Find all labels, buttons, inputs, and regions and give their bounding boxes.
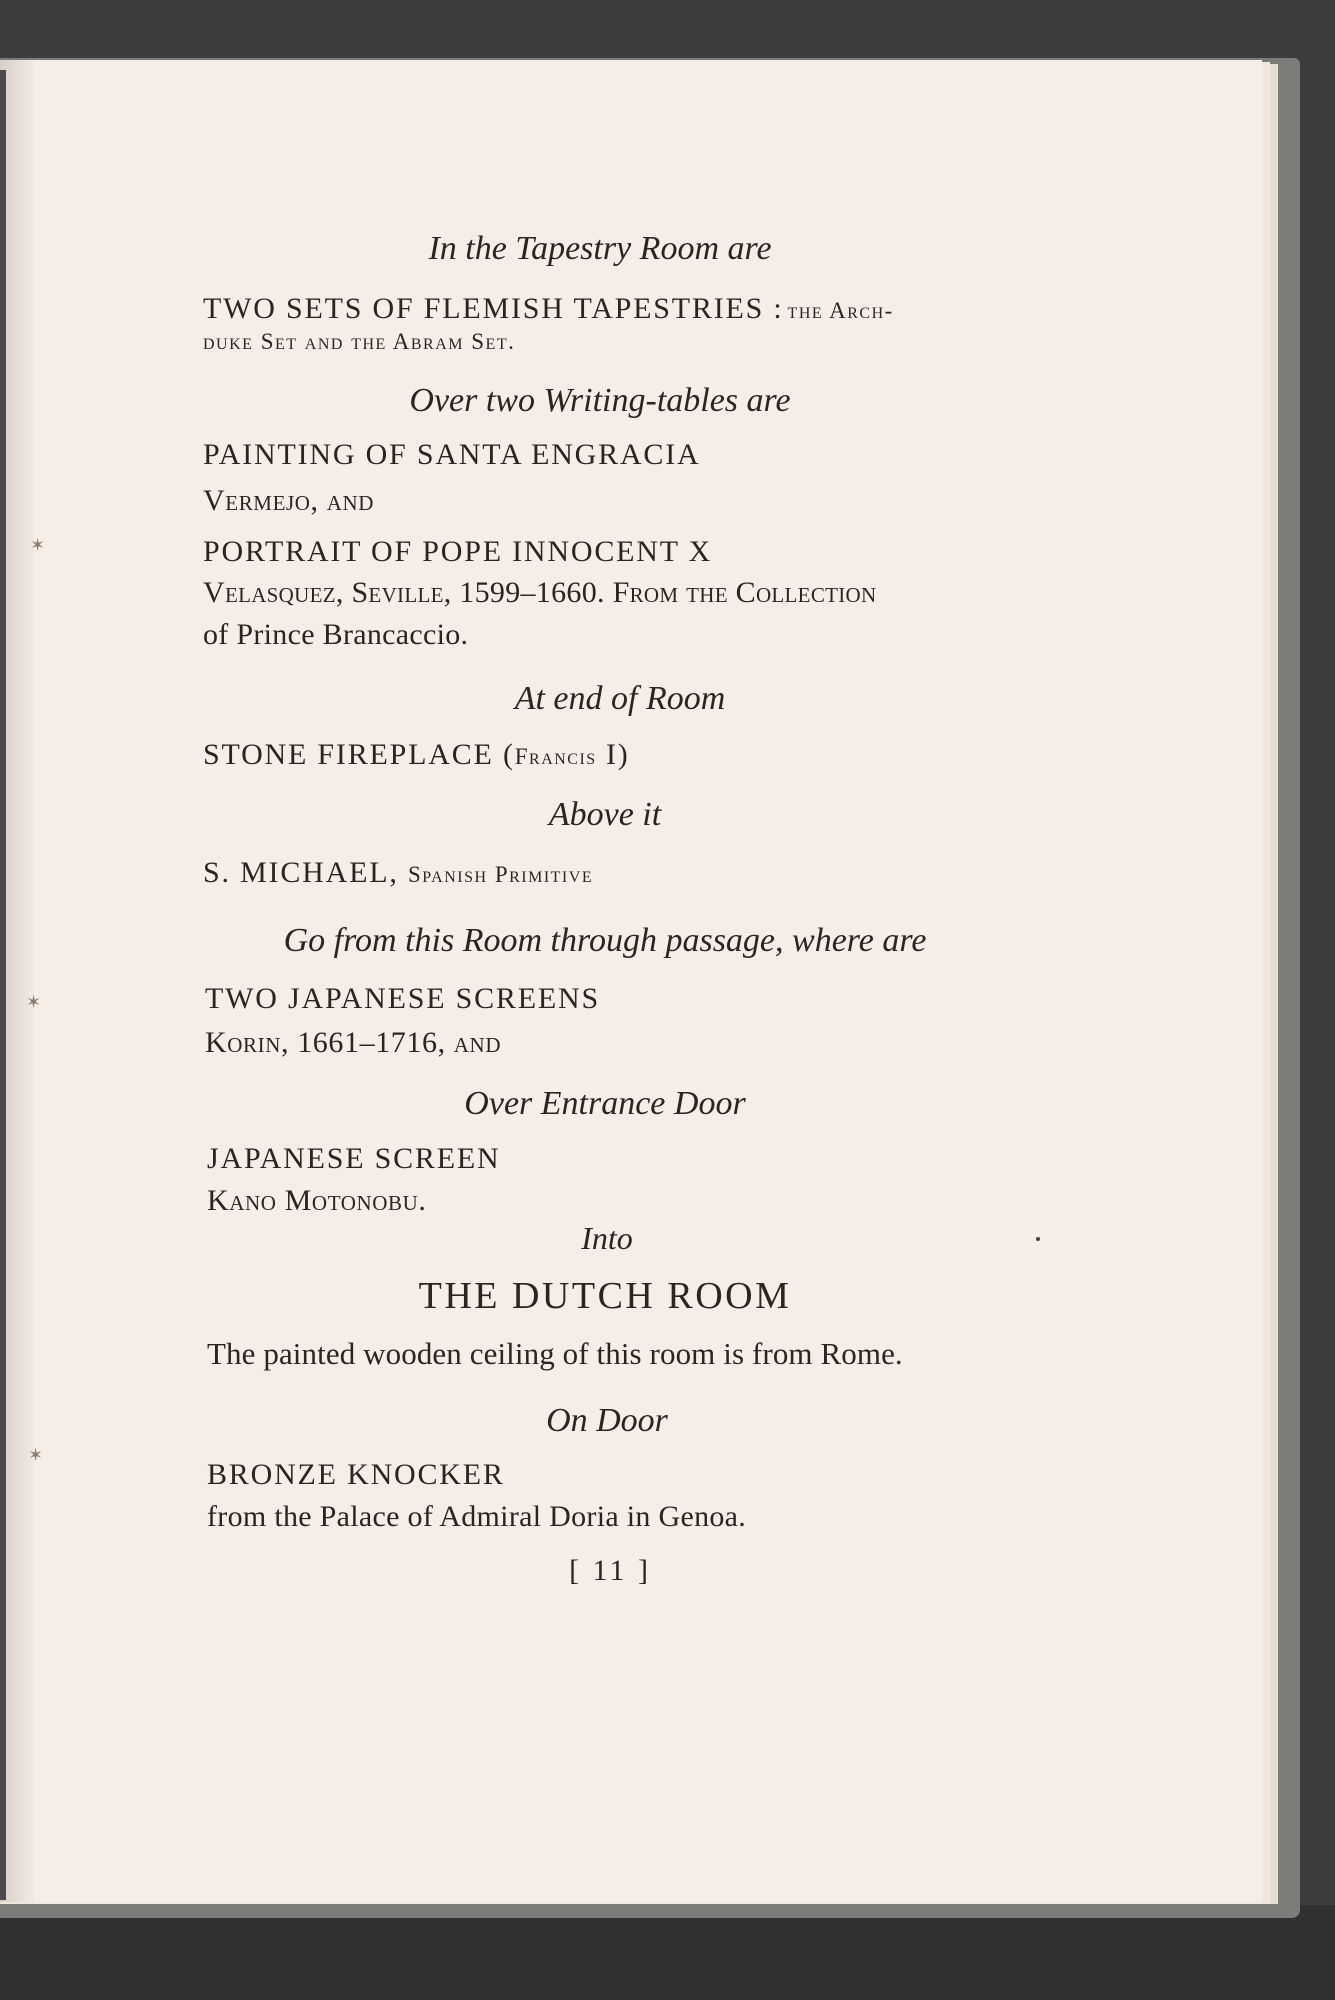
section-caption: Over two Writing-tables are xyxy=(409,382,791,419)
section-caption: Into xyxy=(581,1220,633,1256)
entry-title: TWO JAPANESE SCREENS xyxy=(205,982,600,1015)
entry-attribution-continued: of Prince Brancaccio. xyxy=(203,618,469,651)
room-description: The painted wooden ceiling of this room is from Rome. xyxy=(207,1336,903,1371)
entry-attribution: Velasquez, Seville, 1599–1660. From the Collection xyxy=(203,576,877,609)
entry-title: TWO SETS OF FLEMISH TAPESTRIES : xyxy=(203,292,784,325)
entry-title-line xyxy=(203,292,894,326)
entry-attribution: Vermejo, and xyxy=(203,484,375,517)
entry-title-end: I) xyxy=(596,738,630,771)
entry-title: PORTRAIT OF POPE INNOCENT X xyxy=(203,535,713,568)
entry-attribution: from the Palace of Admiral Doria in Genoa. xyxy=(207,1500,747,1533)
entry-title: S. MICHAEL, xyxy=(203,856,408,889)
entry-attribution: Kano Motonobu. xyxy=(207,1184,427,1217)
entry-title: BRONZE KNOCKER xyxy=(207,1458,505,1491)
binding-thread-mark: ✶ xyxy=(28,1445,44,1466)
entry-note-continued: duke Set and the Abram Set. xyxy=(203,329,516,354)
entry-attribution: Korin, 1661–1716, and xyxy=(205,1026,502,1059)
page-number: [ 11 ] xyxy=(569,1554,651,1587)
section-caption: At end of Room xyxy=(514,680,726,717)
entry-title: PAINTING OF SANTA ENGRACIA xyxy=(203,438,701,471)
entry-title: STONE FIREPLACE ( xyxy=(203,738,515,771)
entry-title: JAPANESE SCREEN xyxy=(207,1142,501,1175)
entry-attribution: Spanish Primitive xyxy=(407,862,594,887)
entry-attribution: Francis xyxy=(514,744,597,769)
section-caption: Above it xyxy=(548,796,662,833)
entry-note: the Arch- xyxy=(787,298,894,323)
ink-speck xyxy=(1036,1237,1040,1241)
section-caption: In the Tapestry Room are xyxy=(428,230,772,267)
section-caption: Over Entrance Door xyxy=(464,1085,746,1122)
section-caption: On Door xyxy=(546,1402,668,1439)
entry-title-line xyxy=(203,856,593,890)
binding-thread-mark: ✶ xyxy=(30,535,46,556)
background-cloth xyxy=(0,1905,1335,2000)
binding-thread-mark: ✶ xyxy=(26,992,42,1013)
entry-title-line xyxy=(203,738,630,772)
section-caption: Go from this Room through passage, where are xyxy=(283,922,927,959)
room-heading: THE DUTCH ROOM xyxy=(418,1275,792,1317)
